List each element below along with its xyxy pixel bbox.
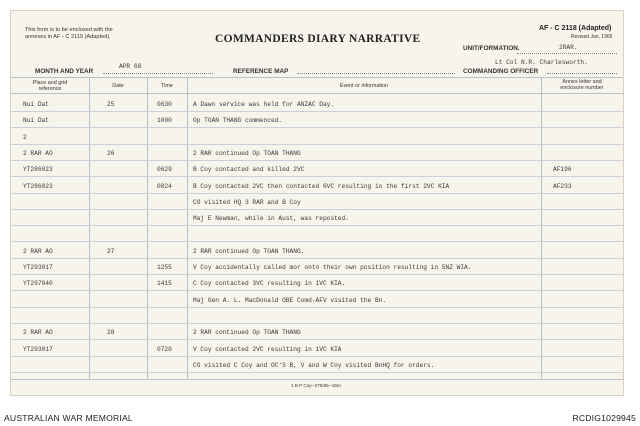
form-note-line2: annexes in AF - C 2119 (Adapted). — [25, 34, 111, 40]
reference-map-underline — [297, 73, 455, 74]
row-divider — [11, 209, 623, 210]
row-divider — [11, 225, 623, 226]
row-divider — [11, 241, 623, 242]
row-event: CO visited HQ 3 RAR and B Coy — [193, 198, 301, 206]
row-divider — [11, 193, 623, 194]
commander-name: Lt Col N.R. Charlesworth. — [495, 59, 588, 66]
row-place: 2 RAR AO — [23, 247, 53, 255]
row-place: YT286023 — [23, 166, 53, 174]
table-top-border — [11, 77, 623, 78]
row-time: 1415 — [157, 280, 172, 288]
row-event: 2 RAR continued Op TOAN THANG — [193, 329, 301, 337]
unit-value: 2RAR. — [559, 44, 578, 51]
row-divider — [11, 274, 623, 275]
row-divider — [11, 160, 623, 161]
row-place: Nui Dat — [23, 101, 49, 108]
row-event: V Coy accidentally called mor onto their own position resulting in 5NZ WIA. — [193, 264, 472, 271]
row-divider — [11, 323, 623, 324]
col-header-date: Date — [112, 83, 124, 89]
commanding-officer-label: COMMANDING OFFICER — [463, 68, 539, 75]
row-annex: AF233 — [553, 182, 572, 190]
row-place: 2 — [23, 133, 27, 141]
row-date: 25 — [107, 101, 115, 108]
row-event: Op TOAN THANG commenced. — [193, 117, 283, 125]
month-year-value: APR 68 — [119, 63, 142, 70]
unit-underline — [517, 53, 617, 54]
row-event: Maj Gen A. L. MacDonald OBE Comd-AFV visited the Bn. — [193, 296, 387, 304]
col-divider-date — [147, 77, 148, 379]
row-event: 2 RAR continued Op TOAN THANG — [193, 149, 301, 157]
col-divider-place — [89, 77, 90, 379]
row-date: 28 — [107, 329, 115, 337]
row-date: 26 — [107, 149, 115, 157]
row-event: CO visited C Coy and OC'S B, V and W Coy visited BnHQ for orders. — [193, 361, 435, 369]
row-place: YT297040 — [23, 280, 53, 288]
col-header-event: Event or information — [339, 83, 389, 89]
col-header-place-line1: Place and grid — [32, 80, 68, 86]
table-bottom-border — [11, 379, 623, 380]
row-divider — [11, 127, 623, 128]
col-header-annex — [541, 79, 623, 92]
col-divider-time — [187, 77, 188, 379]
row-event: A Dawn service was held for ANZAC Day. — [193, 101, 335, 108]
row-event: C Coy contacted 3VC resulting in 1VC KIA. — [193, 280, 346, 288]
row-event: B Coy contacted 2VC then contacted 6VC resulting in the first 2VC KIA — [193, 182, 450, 190]
row-time: 0629 — [157, 166, 172, 174]
form-number: AF - C 2118 (Adapted) — [539, 25, 612, 32]
row-time: 0630 — [157, 101, 172, 108]
row-divider — [11, 176, 623, 177]
row-place: YT293017 — [23, 264, 53, 271]
col-header-annex-line1: Annex letter and — [562, 79, 602, 85]
row-place: Nui Dat — [23, 117, 49, 125]
footer-record-id: RCDIG1029945 — [572, 413, 636, 423]
row-divider — [11, 290, 623, 291]
form-revised-date: Revised Jan, 1965 — [571, 34, 613, 40]
footer-institution: AUSTRALIAN WAR MEMORIAL — [4, 413, 133, 423]
diary-sheet — [10, 10, 624, 396]
row-event: Maj E Newman, while in Aust, was reposted. — [193, 215, 349, 223]
row-event: B Coy contacted and killed 2VC — [193, 166, 305, 174]
row-date: 27 — [107, 247, 115, 255]
commanding-officer-underline — [547, 73, 617, 74]
row-time: 1000 — [157, 117, 172, 125]
col-header-place — [11, 80, 89, 93]
row-place: YT286023 — [23, 182, 53, 190]
row-place: YT293017 — [23, 345, 53, 353]
row-divider — [11, 307, 623, 308]
unit-label: UNIT/FORMATION. — [463, 45, 520, 52]
row-divider — [11, 258, 623, 259]
row-time: 0720 — [157, 345, 172, 353]
row-event: V Coy contacted 2VC resulting in 1VC KIA — [193, 345, 342, 353]
table-header-border — [11, 93, 623, 94]
row-annex: AF196 — [553, 166, 572, 174]
row-place: 2 RAR AO — [23, 149, 53, 157]
row-divider — [11, 144, 623, 145]
row-divider — [11, 372, 623, 373]
row-place: 2 RAR AO — [23, 329, 53, 337]
month-year-label: MONTH AND YEAR — [35, 68, 94, 75]
row-divider — [11, 111, 623, 112]
col-header-annex-line2: enclosure number — [560, 85, 604, 92]
col-divider-event — [541, 77, 542, 379]
row-time: 0824 — [157, 182, 172, 190]
page-title: COMMANDERS DIARY NARRATIVE — [215, 33, 421, 45]
row-divider — [11, 339, 623, 340]
row-divider — [11, 356, 623, 357]
col-header-place-line2: reference — [38, 86, 62, 93]
row-event: 2 RAR continued Op TOAN THANG. — [193, 247, 305, 255]
reference-map-label: REFERENCE MAP — [233, 68, 289, 75]
month-year-underline — [103, 73, 213, 74]
row-time: 1255 — [157, 264, 172, 271]
col-header-time: Time — [161, 83, 173, 89]
form-note-line1: This form is to be enclosed with the — [25, 27, 113, 33]
printer-note: 1 B P Coy--275/65--15m — [291, 383, 341, 388]
